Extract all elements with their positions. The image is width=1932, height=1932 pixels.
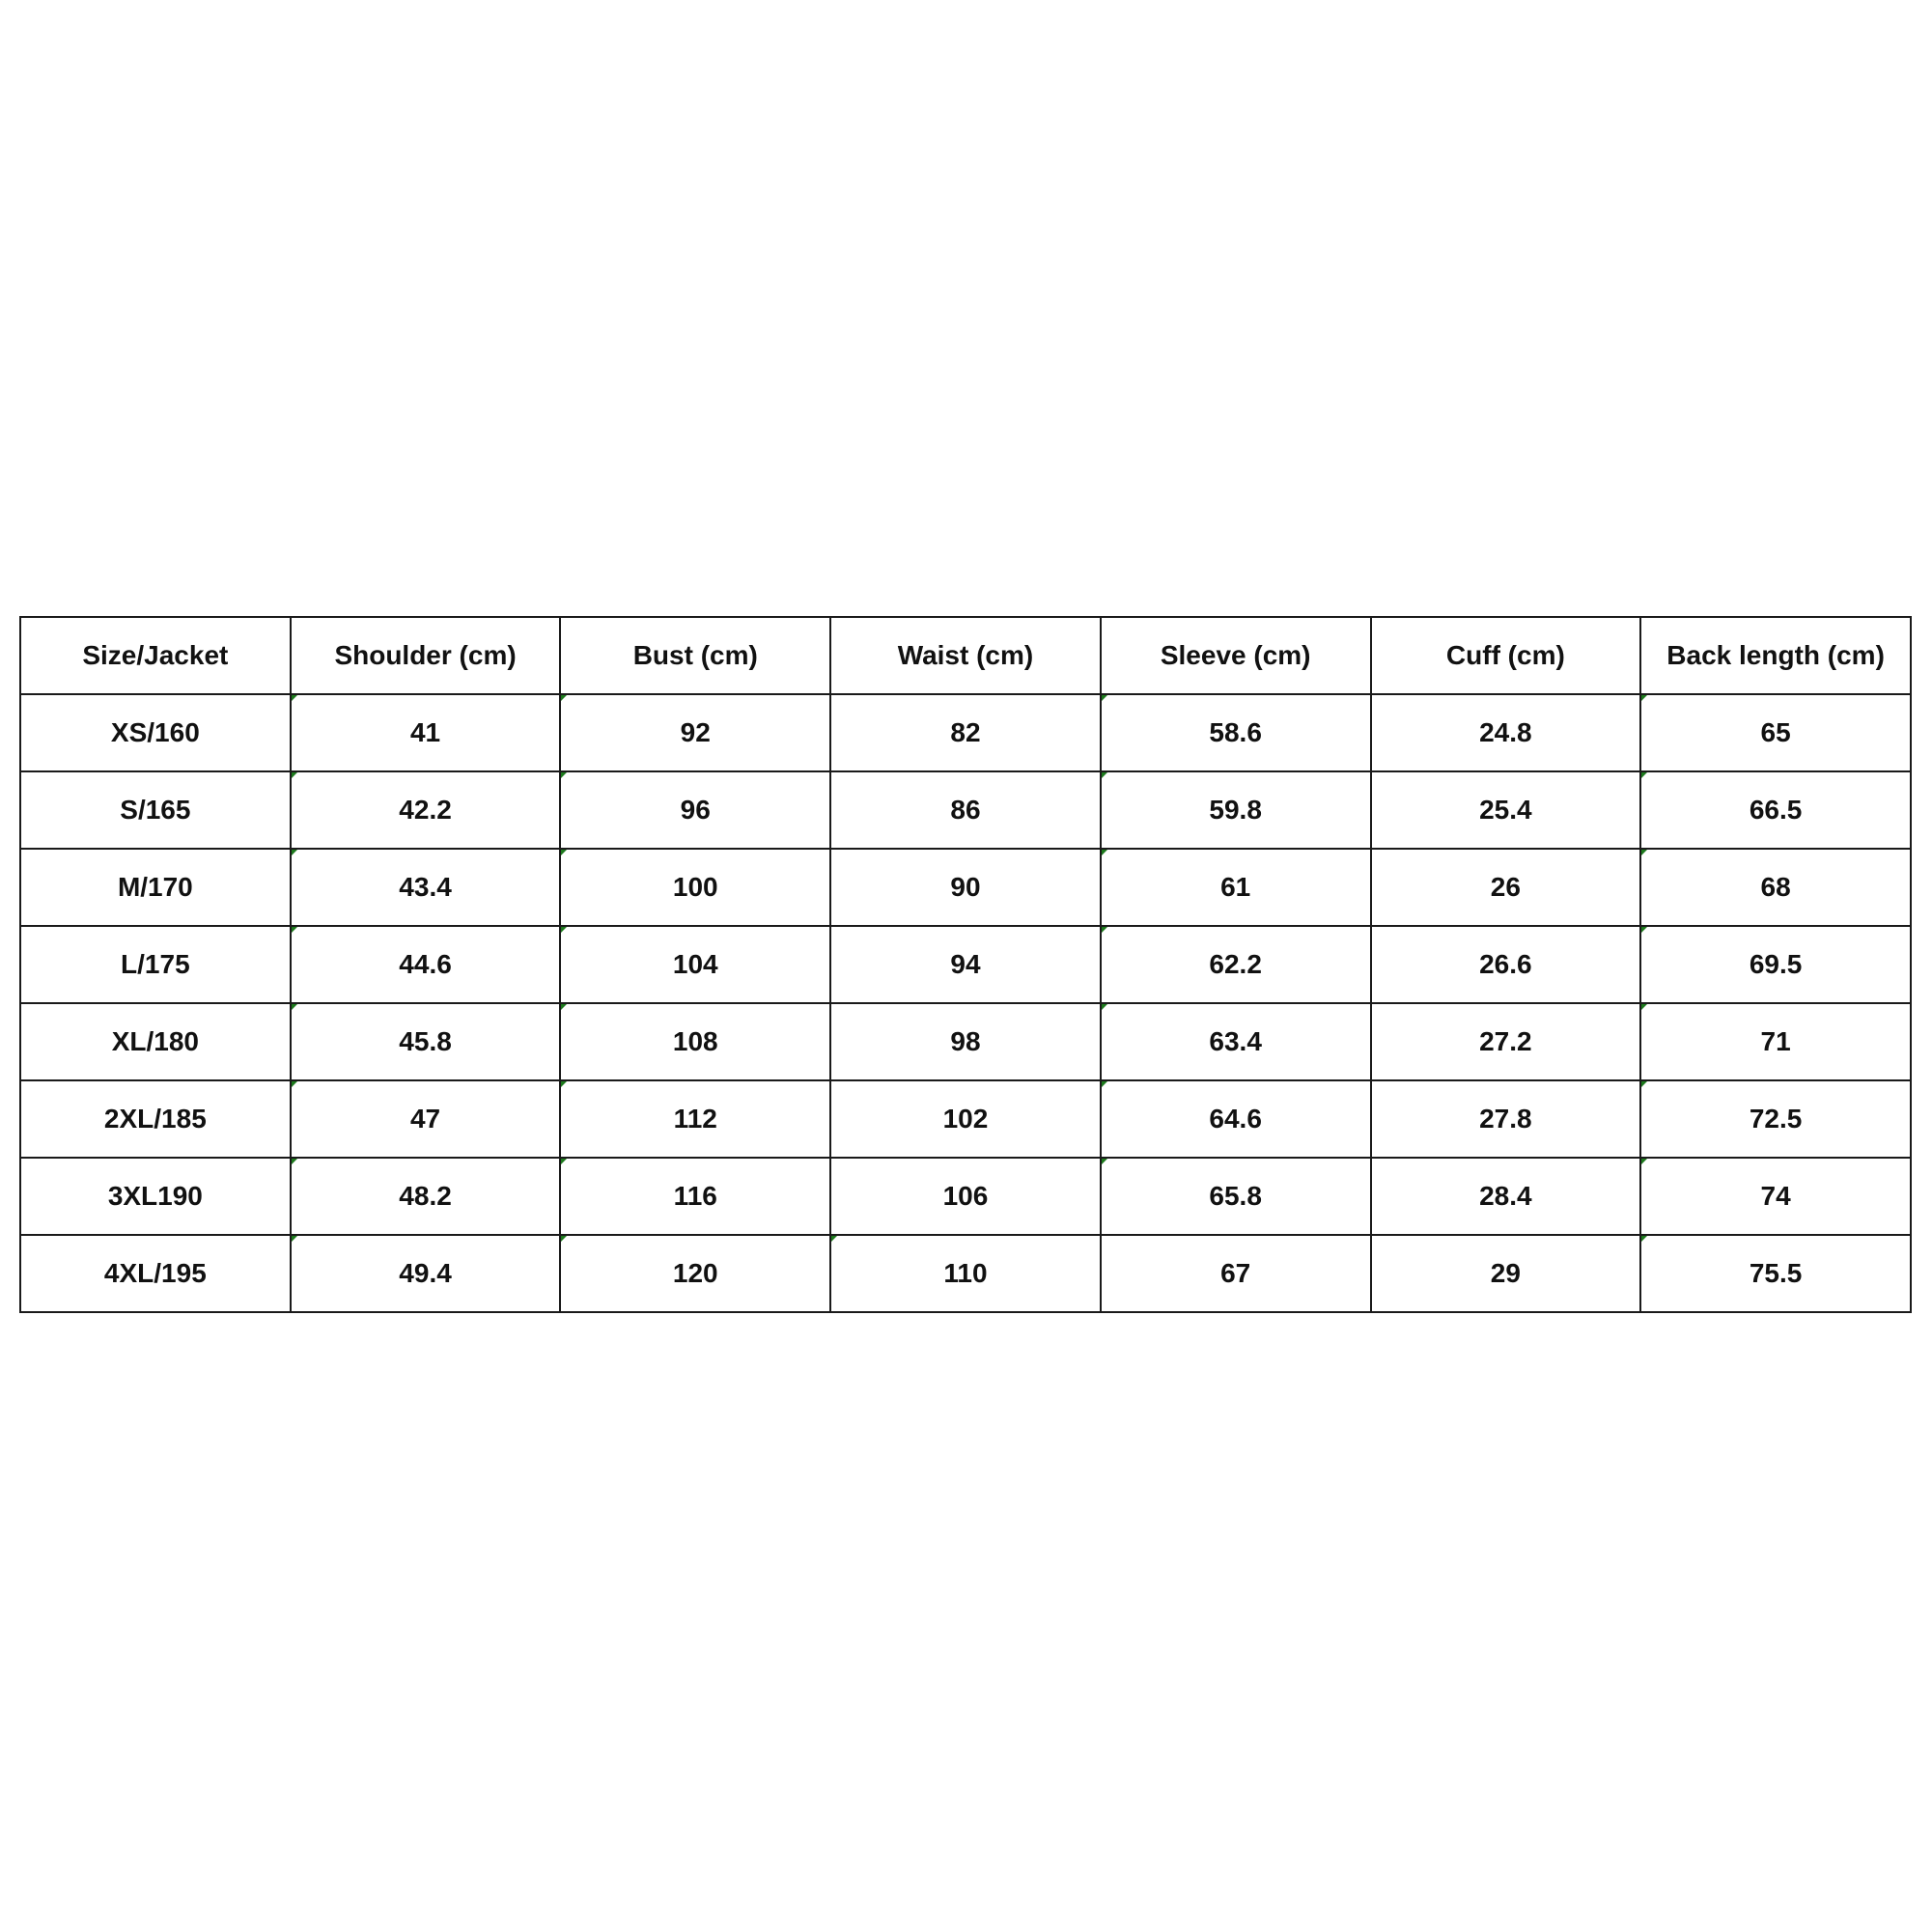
cell-cuff: 24.8	[1371, 694, 1641, 771]
cell-waist: 90	[830, 849, 1101, 926]
cell-shoulder: 41	[291, 694, 561, 771]
table-header	[20, 617, 1911, 694]
table-row	[20, 771, 1911, 849]
cell-sleeve: 65.8	[1101, 1158, 1371, 1235]
table-body	[20, 694, 1911, 1312]
cell-cuff: 28.4	[1371, 1158, 1641, 1235]
cell-sleeve: 62.2	[1101, 926, 1371, 1003]
cell-back-length: 68	[1640, 849, 1911, 926]
cell-size: 4XL/195	[20, 1235, 291, 1312]
cell-waist: 106	[830, 1158, 1101, 1235]
cell-sleeve: 58.6	[1101, 694, 1371, 771]
cell-back-length: 71	[1640, 1003, 1911, 1080]
cell-size: M/170	[20, 849, 291, 926]
cell-size: XL/180	[20, 1003, 291, 1080]
cell-back-length: 72.5	[1640, 1080, 1911, 1158]
header-waist: Waist (cm)	[830, 617, 1101, 694]
cell-bust: 112	[560, 1080, 830, 1158]
cell-size: 3XL190	[20, 1158, 291, 1235]
cell-shoulder: 44.6	[291, 926, 561, 1003]
size-chart-table	[19, 616, 1912, 1313]
header-back-length: Back length (cm)	[1640, 617, 1911, 694]
cell-sleeve: 59.8	[1101, 771, 1371, 849]
cell-waist: 98	[830, 1003, 1101, 1080]
cell-size: S/165	[20, 771, 291, 849]
cell-shoulder: 43.4	[291, 849, 561, 926]
cell-size: 2XL/185	[20, 1080, 291, 1158]
table-row	[20, 1158, 1911, 1235]
cell-back-length: 74	[1640, 1158, 1911, 1235]
header-bust: Bust (cm)	[560, 617, 830, 694]
cell-waist: 82	[830, 694, 1101, 771]
cell-waist: 86	[830, 771, 1101, 849]
table-row	[20, 1235, 1911, 1312]
cell-cuff: 25.4	[1371, 771, 1641, 849]
cell-cuff: 27.8	[1371, 1080, 1641, 1158]
cell-size: XS/160	[20, 694, 291, 771]
cell-bust: 104	[560, 926, 830, 1003]
cell-bust: 108	[560, 1003, 830, 1080]
cell-shoulder: 45.8	[291, 1003, 561, 1080]
header-size: Size/Jacket	[20, 617, 291, 694]
cell-shoulder: 48.2	[291, 1158, 561, 1235]
header-cuff: Cuff (cm)	[1371, 617, 1641, 694]
table-row	[20, 849, 1911, 926]
table-row	[20, 694, 1911, 771]
cell-sleeve: 61	[1101, 849, 1371, 926]
cell-cuff: 27.2	[1371, 1003, 1641, 1080]
cell-bust: 92	[560, 694, 830, 771]
cell-sleeve: 67	[1101, 1235, 1371, 1312]
cell-size: L/175	[20, 926, 291, 1003]
cell-shoulder: 49.4	[291, 1235, 561, 1312]
table-row	[20, 1003, 1911, 1080]
cell-bust: 116	[560, 1158, 830, 1235]
header-row	[20, 617, 1911, 694]
table-row	[20, 1080, 1911, 1158]
cell-waist: 94	[830, 926, 1101, 1003]
cell-sleeve: 64.6	[1101, 1080, 1371, 1158]
cell-waist: 102	[830, 1080, 1101, 1158]
cell-back-length: 75.5	[1640, 1235, 1911, 1312]
header-shoulder: Shoulder (cm)	[291, 617, 561, 694]
cell-back-length: 66.5	[1640, 771, 1911, 849]
cell-back-length: 69.5	[1640, 926, 1911, 1003]
table-row	[20, 926, 1911, 1003]
cell-back-length: 65	[1640, 694, 1911, 771]
cell-bust: 100	[560, 849, 830, 926]
cell-shoulder: 42.2	[291, 771, 561, 849]
cell-cuff: 26	[1371, 849, 1641, 926]
cell-cuff: 26.6	[1371, 926, 1641, 1003]
cell-shoulder: 47	[291, 1080, 561, 1158]
cell-cuff: 29	[1371, 1235, 1641, 1312]
cell-sleeve: 63.4	[1101, 1003, 1371, 1080]
header-sleeve: Sleeve (cm)	[1101, 617, 1371, 694]
cell-bust: 96	[560, 771, 830, 849]
cell-bust: 120	[560, 1235, 830, 1312]
cell-waist: 110	[830, 1235, 1101, 1312]
